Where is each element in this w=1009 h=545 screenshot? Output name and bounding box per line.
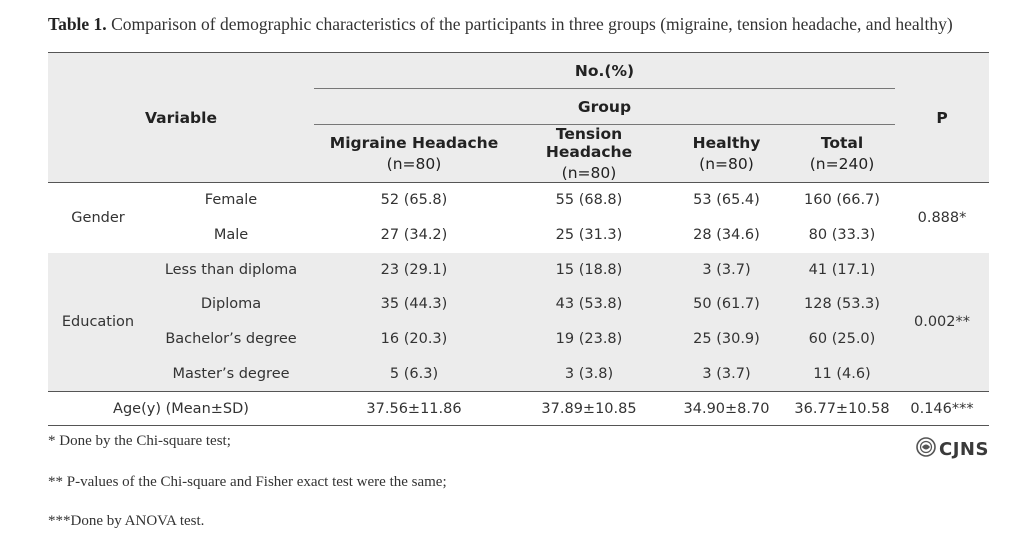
table-row <box>48 183 989 218</box>
footnote-3: ***Done by ANOVA test. <box>48 513 205 529</box>
p-value-age: 0.146*** <box>910 400 974 417</box>
row-label: Less than diploma <box>164 261 298 278</box>
table-cell: 160 (66.7) <box>804 192 880 209</box>
table-cell: 23 (29.1) <box>380 261 448 278</box>
table-label: Table 1. <box>48 14 107 34</box>
table-cell: 3 (3.7) <box>702 365 751 382</box>
p-value-education: 0.002** <box>913 313 970 330</box>
group-label-gender: Gender <box>71 209 125 226</box>
table-row <box>48 287 989 322</box>
table-cell: 53 (65.4) <box>693 192 760 209</box>
table-cell: 5 (6.3) <box>389 365 439 382</box>
table-cell: 11 (4.6) <box>813 365 871 382</box>
caption-text: Comparison of demographic characteristics of the participants in three groups (migraine, tension headache, and healthy) <box>111 14 953 34</box>
p-header: P <box>936 108 948 127</box>
table-cell: 80 (33.3) <box>808 227 876 243</box>
table-cell: 55 (68.8) <box>555 192 623 209</box>
table-cell: 19 (23.8) <box>555 331 623 347</box>
row-label: Bachelor’s degree <box>165 331 297 347</box>
journal-logo-text: CJNS <box>939 438 989 460</box>
table-cell: 52 (65.8) <box>380 192 448 209</box>
col-header-total: Total (n=240) <box>809 134 875 173</box>
table-caption <box>48 14 998 35</box>
table-row <box>48 392 989 426</box>
table-cell: 128 (53.3) <box>804 296 880 312</box>
group-header: Group <box>314 89 895 125</box>
table-cell: 41 (17.1) <box>808 261 876 278</box>
row-label: Master’s degree <box>172 365 290 382</box>
footnote-1: * Done by the Chi-square test; <box>48 433 231 449</box>
table-cell: 25 (31.3) <box>555 227 623 243</box>
table-cell: 34.90±8.70 <box>683 400 770 417</box>
table-cell: 25 (30.9) <box>693 331 760 347</box>
table-cell: 37.89±10.85 <box>541 400 637 417</box>
col-header-tension: Tension Headache (n=80) <box>545 125 633 182</box>
row-label-age: Age(y) (Mean±SD) <box>113 400 249 417</box>
variable-header: Variable <box>145 108 217 127</box>
row-label: Diploma <box>200 296 262 312</box>
table-cell: 43 (53.8) <box>555 296 623 312</box>
journal-seal-icon <box>916 437 936 461</box>
table-row <box>48 253 989 287</box>
footnote-2: ** P-values of the Chi-square and Fisher exact test were the same; <box>48 474 447 490</box>
table-cell: 36.77±10.58 <box>794 400 890 417</box>
table-cell: 35 (44.3) <box>380 296 448 312</box>
journal-logo <box>916 437 989 461</box>
table-cell: 37.56±11.86 <box>366 400 462 417</box>
table-cell: 28 (34.6) <box>693 227 760 243</box>
table-cell: 50 (61.7) <box>693 296 760 312</box>
no-pct-header: No.(%) <box>314 53 895 89</box>
col-header-migraine: Migraine Headache (n=80) <box>329 134 499 173</box>
p-value-gender: 0.888* <box>917 209 967 226</box>
table-row <box>48 357 989 392</box>
table-row <box>48 218 989 253</box>
table-cell: 27 (34.2) <box>380 227 448 243</box>
row-label: Male <box>213 227 249 243</box>
row-label: Female <box>204 192 258 209</box>
table-cell: 15 (18.8) <box>555 261 623 278</box>
table-cell: 3 (3.7) <box>702 261 751 278</box>
demographics-table <box>48 52 989 426</box>
col-header-healthy: Healthy (n=80) <box>692 134 761 173</box>
table-cell: 60 (25.0) <box>808 331 876 347</box>
table-cell: 3 (3.8) <box>564 365 614 382</box>
group-label-education: Education <box>61 313 135 330</box>
table-row <box>48 322 989 357</box>
table-cell: 16 (20.3) <box>380 331 448 347</box>
